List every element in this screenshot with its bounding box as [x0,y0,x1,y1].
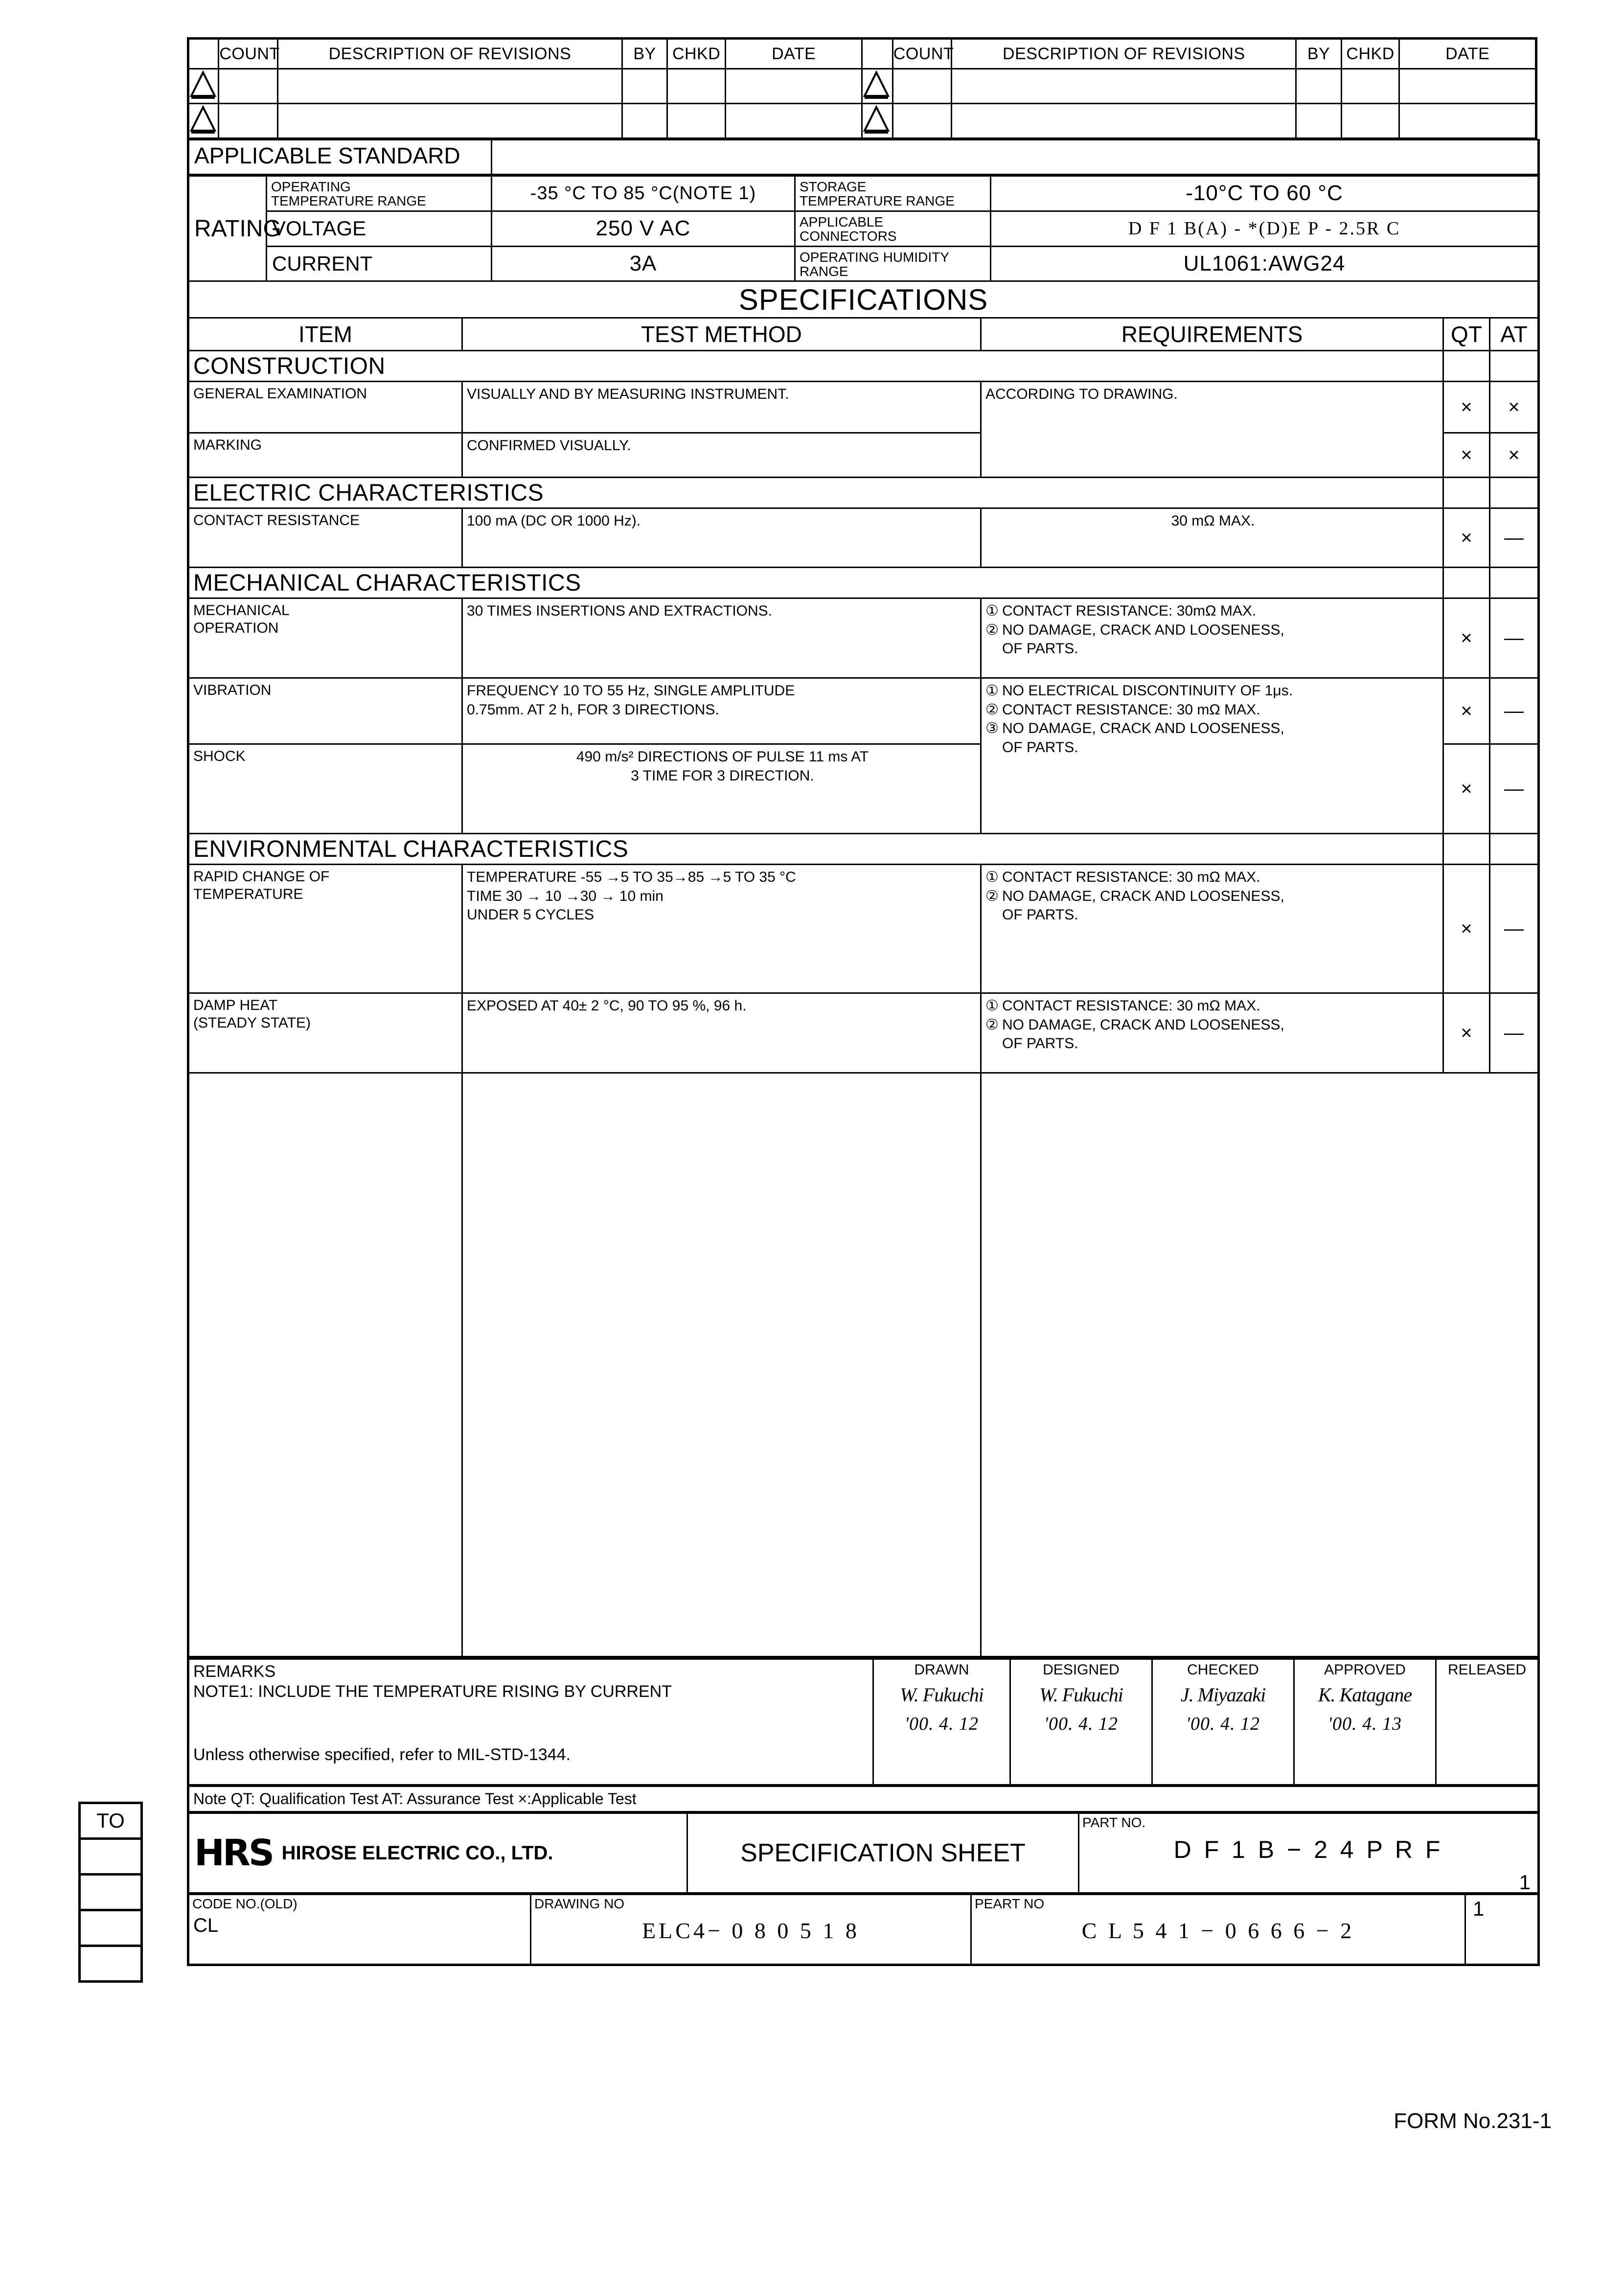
circled-number-2: ② [985,1016,999,1033]
revision-by-cell-2[interactable] [1296,104,1342,138]
method-line: TEMPERATURE -55 →5 TO 35→85 →5 TO 35 °C [467,869,796,886]
signature-name-released [1437,1678,1537,1683]
signature-designed[interactable] [1010,1659,1152,1785]
circled-number-2: ② [985,701,999,718]
operating-humidity-line2: RANGE [800,263,848,279]
revision-description-cell[interactable] [277,104,622,138]
section-at-spacer [1490,834,1539,865]
revision-triangle-marker [188,69,219,104]
note-legend: Note QT: Qualification Test AT: Assurance Test ×:Applicable Test [188,1786,1539,1812]
rating-row-voltage [188,211,1539,246]
requirement-line [985,997,1441,1015]
row-method-general-examination: VISUALLY AND BY MEASURING INSTRUMENT. [462,382,981,433]
to-box-row[interactable] [81,1876,140,1911]
storage-temperature-value: -10°C TO 60 °C [991,176,1539,211]
rating-row-current [188,246,1539,281]
revision-by-cell[interactable] [622,69,667,104]
revision-count-cell[interactable] [219,69,278,104]
revision-triangle-marker [188,104,219,138]
revision-col-count-2: COUNT [892,39,952,69]
item-line: OPERATION [193,619,279,636]
specifications-table [187,282,1540,1658]
sheet-title: SPECIFICATION SHEET [687,1813,1079,1893]
page-current: 1 [1473,1897,1485,1921]
at-mark: — [1490,678,1539,744]
requirement-text: CONTACT RESISTANCE: 30 mΩ MAX. [1002,701,1260,718]
signature-name-designed: W. Fukuchi [1039,1684,1123,1706]
applicable-standard-table [187,139,1540,175]
applicable-standard-label: APPLICABLE STANDARD [188,140,492,175]
row-method-mechanical-operation: 30 TIMES INSERTIONS AND EXTRACTIONS. [462,598,981,678]
item-line: RAPID CHANGE OF [193,869,330,885]
at-mark: — [1490,744,1539,834]
applicable-connectors-label [795,211,991,246]
form-number: FORM No.231-1 [1394,2109,1552,2133]
revision-col-chkd-2: CHKD [1341,39,1399,69]
method-line: 490 m/s² DIRECTIONS OF PULSE 11 ms AT [576,749,869,765]
revision-triangle-marker-2 [862,69,892,104]
title-block-main-row [188,1813,1539,1893]
table-row[interactable] [188,382,1539,433]
circled-number-1: ① [985,683,999,699]
circled-number-2: ② [985,621,999,638]
rating-table [187,175,1540,282]
blank-at-area [1490,1073,1539,1657]
circled-number-1: ① [985,603,999,619]
code-no-label: CODE NO.(OLD) [192,1896,297,1912]
row-method-damp-heat: EXPOSED AT 40± 2 °C, 90 TO 95 %, 96 h. [462,993,981,1073]
revision-col-date: DATE [725,39,862,69]
requirement-line [985,868,1441,887]
revision-count-cell[interactable] [219,104,278,138]
requirement-text: NO DAMAGE, CRACK AND LOOSENESS, [1002,1016,1284,1033]
operating-humidity-label [795,246,991,281]
table-row[interactable] [188,508,1539,568]
peart-no-value: C L 5 4 1 − 0 6 6 6 − 2 [1081,1918,1355,1944]
to-box-row[interactable] [81,1947,140,1980]
item-line: MECHANICAL [193,602,290,619]
section-qt-spacer [1443,568,1490,598]
part-no-value: D F 1 B − 2 4 P R F [1173,1836,1443,1864]
specifications-title-row [188,282,1539,318]
revision-chkd-cell-2[interactable] [1341,69,1399,104]
revision-col-description: DESCRIPTION OF REVISIONS [277,39,622,69]
requirement-line [985,682,1441,700]
code-no-cell [188,1895,531,1965]
rating-row-temperature [188,176,1539,211]
col-header-qt: QT [1443,318,1490,351]
storage-temp-line1: STORAGE [800,179,867,194]
method-line: FREQUENCY 10 TO 55 Hz, SINGLE AMPLITUDE [467,683,795,699]
revision-by-cell[interactable] [622,104,667,138]
row-item-vibration: VIBRATION [188,678,462,744]
row-item-contact-resistance: CONTACT RESISTANCE [188,508,462,568]
code-no-value: CL [193,1915,219,1937]
requirement-text: CONTACT RESISTANCE: 30 mΩ MAX. [1002,869,1260,886]
revision-date-cell[interactable] [725,104,862,138]
revision-col-description-2: DESCRIPTION OF REVISIONS [952,39,1296,69]
signature-name-drawn: W. Fukuchi [900,1684,984,1706]
circled-number-3: ③ [985,720,999,737]
blank-requirements-area [981,1073,1443,1657]
signature-date-drawn: '00. 4. 12 [904,1714,979,1735]
section-header-construction [188,351,1539,382]
applicable-connectors-line1: APPLICABLE [800,214,884,229]
requirement-text: CONTACT RESISTANCE: 30mΩ MAX. [1002,603,1257,619]
revision-triangle-marker-2 [862,104,892,138]
at-mark: — [1490,598,1539,678]
circled-number-1: ① [985,869,999,886]
row-requirements-contact-resistance: 30 mΩ MAX. [981,508,1443,568]
row-item-shock: SHOCK [188,744,462,834]
requirement-text: NO DAMAGE, CRACK AND LOOSENESS, [1002,621,1284,638]
requirement-continuation: OF PARTS. [1002,1035,1078,1052]
row-item-mechanical-operation [188,598,462,678]
circled-number-2: ② [985,888,999,904]
blank-method-area [462,1073,981,1657]
revision-row[interactable] [188,69,1536,104]
requirement-text: NO ELECTRICAL DISCONTINUITY OF 1μs. [1002,683,1293,699]
signature-drawn[interactable] [873,1659,1010,1785]
row-requirements-rapid-change-of-temperature [981,865,1443,993]
revision-description-cell-2[interactable] [952,104,1296,138]
table-row[interactable] [188,865,1539,993]
table-row[interactable] [188,993,1539,1073]
company-name: HIROSE ELECTRIC CO., LTD. [281,1842,553,1864]
peart-no-cell [971,1895,1465,1965]
drawing-number-row [188,1895,1539,1965]
revision-description-cell-2[interactable] [952,69,1296,104]
revision-by-cell-2[interactable] [1296,69,1342,104]
row-method-vibration [462,678,981,744]
requirement-line [985,719,1441,738]
applicable-connectors-value: D F 1 B(A) - *(D)E P - 2.5R C [991,211,1539,246]
at-mark: × [1490,433,1539,478]
section-title-environmental-characteristics: ENVIRONMENTAL CHARACTERISTICS [188,834,1443,865]
row-method-shock [462,744,981,834]
method-line: TIME 30 → 10 →30 → 10 min [467,888,663,904]
row-item-damp-heat [188,993,462,1073]
qt-mark: × [1443,598,1490,678]
remarks-cell [188,1659,873,1785]
remarks-signature-table [187,1658,1540,1786]
revision-chkd-cell-2[interactable] [1341,104,1399,138]
signature-checked[interactable] [1152,1659,1294,1785]
remarks-label: REMARKS [193,1662,276,1681]
section-title-construction: CONSTRUCTION [188,351,1443,382]
method-line: UNDER 5 CYCLES [467,907,595,923]
revision-table [187,37,1537,139]
blank-filler-row [188,1073,1539,1657]
drawing-frame [187,37,1537,1966]
drawing-no-value: ELC4− 0 8 0 5 1 8 [642,1918,860,1944]
section-at-spacer [1490,568,1539,598]
section-qt-spacer [1443,351,1490,382]
row-item-general-examination: GENERAL EXAMINATION [188,382,462,433]
operating-temp-line2: TEMPERATURE RANGE [271,193,426,209]
section-qt-spacer [1443,478,1490,508]
section-header-electric [188,478,1539,508]
to-box-label: TO [81,1804,140,1840]
remarks-mil-note: Unless otherwise specified, refer to MIL-STD-1344. [193,1745,571,1764]
signature-role-approved: APPROVED [1324,1662,1406,1678]
requirement-line [985,887,1441,906]
blank-qt-area [1443,1073,1490,1657]
requirement-text: CONTACT RESISTANCE: 30 mΩ MAX. [1002,998,1260,1014]
requirement-text: NO DAMAGE, CRACK AND LOOSENESS, [1002,720,1284,737]
operating-temperature-label [267,176,492,211]
part-no-cell [1079,1813,1539,1893]
revision-col-by: BY [622,39,667,69]
at-mark: — [1490,993,1539,1073]
to-box-row[interactable] [81,1911,140,1947]
voltage-value: 250 V AC [492,211,795,246]
revision-description-cell[interactable] [277,69,622,104]
remarks-note1: NOTE1: INCLUDE THE TEMPERATURE RISING BY CURRENT [193,1682,672,1701]
to-box-row[interactable] [81,1840,140,1876]
current-label: CURRENT [267,246,492,281]
drawing-no-label: DRAWING NO [534,1896,625,1912]
row-requirements-vibration-shock [981,678,1443,834]
qt-mark: × [1443,508,1490,568]
revision-chkd-cell[interactable] [667,104,726,138]
hirose-logo: HRS [194,1832,273,1875]
signature-released[interactable] [1436,1659,1539,1785]
method-line: 3 TIME FOR 3 DIRECTION. [631,767,814,784]
section-header-environmental [188,834,1539,865]
specifications-title: SPECIFICATIONS [188,282,1539,318]
page-total: 1 [1519,1871,1531,1894]
requirement-text: NO DAMAGE, CRACK AND LOOSENESS, [1002,888,1284,904]
at-mark: — [1490,508,1539,568]
blank-item-area [188,1073,462,1657]
row-method-marking: CONFIRMED VISUALLY. [462,433,981,478]
revision-col-count: COUNT [219,39,278,69]
current-value: 3A [492,246,795,281]
qt-mark: × [1443,433,1490,478]
page-number-cell [1465,1871,1539,1965]
company-cell [188,1813,687,1893]
requirement-continuation: OF PARTS. [1002,739,1078,756]
signature-name-approved: K. Katagane [1318,1684,1412,1706]
signature-role-designed: DESIGNED [1043,1662,1120,1678]
col-header-at: AT [1490,318,1539,351]
col-header-item: ITEM [188,318,462,351]
signature-date-approved: '00. 4. 13 [1327,1714,1402,1735]
at-mark: × [1490,382,1539,433]
requirement-continuation: OF PARTS. [1002,641,1078,657]
revision-col-date-2: DATE [1399,39,1536,69]
item-line: DAMP HEAT [193,997,278,1014]
at-mark: — [1490,865,1539,993]
section-at-spacer [1490,351,1539,382]
col-header-test-method: TEST METHOD [462,318,981,351]
qt-mark: × [1443,382,1490,433]
revision-date-cell-2[interactable] [1399,104,1536,138]
rating-label: RATING [188,176,267,281]
section-header-mechanical [188,568,1539,598]
row-item-rapid-change-of-temperature [188,865,462,993]
requirement-continuation: OF PARTS. [1002,907,1078,923]
specifications-header-row [188,318,1539,351]
item-line: (STEADY STATE) [193,1014,311,1031]
signature-name-checked: J. Miyazaki [1180,1684,1266,1706]
revision-count-cell-2[interactable] [892,104,952,138]
operating-humidity-value: UL1061:AWG24 [991,246,1539,281]
applicable-connectors-line2: CONNECTORS [800,229,897,244]
revision-count-cell-2[interactable] [892,69,952,104]
qt-mark: × [1443,865,1490,993]
revision-date-cell-2[interactable] [1399,69,1536,104]
row-requirements-construction: ACCORDING TO DRAWING. [981,382,1443,478]
col-header-requirements: REQUIREMENTS [981,318,1443,351]
section-at-spacer [1490,478,1539,508]
revision-date-cell[interactable] [725,69,862,104]
operating-temperature-value: -35 °C TO 85 °C(NOTE 1) [492,176,795,211]
section-title-mechanical-characteristics: MECHANICAL CHARACTERISTICS [188,568,1443,598]
method-line: 0.75mm. AT 2 h, FOR 3 DIRECTIONS. [467,701,719,718]
item-line: TEMPERATURE [193,886,303,902]
row-item-marking: MARKING [188,433,462,478]
storage-temp-line2: TEMPERATURE RANGE [800,193,955,209]
applicable-standard-value[interactable] [492,140,1539,175]
storage-temperature-label [795,176,991,211]
revision-chkd-cell[interactable] [667,69,726,104]
requirement-line [985,621,1441,640]
circled-number-1: ① [985,998,999,1014]
signature-role-drawn: DRAWN [914,1662,969,1678]
table-row[interactable] [188,598,1539,678]
section-title-electric-characteristics: ELECTRIC CHARACTERISTICS [188,478,1443,508]
revision-col-chkd: CHKD [667,39,726,69]
qt-mark: × [1443,993,1490,1073]
row-method-rapid-change-of-temperature [462,865,981,993]
revision-row[interactable] [188,104,1536,138]
signature-date-designed: '00. 4. 12 [1044,1714,1119,1735]
table-row[interactable] [188,678,1539,744]
qt-mark: × [1443,678,1490,744]
signature-date-checked: '00. 4. 12 [1186,1714,1260,1735]
row-requirements-damp-heat [981,993,1443,1073]
row-requirements-mechanical-operation [981,598,1443,678]
signature-role-checked: CHECKED [1187,1662,1259,1678]
title-block-table [187,1812,1540,1894]
drawing-no-cell [531,1895,971,1965]
row-method-contact-resistance: 100 mA (DC OR 1000 Hz). [462,508,981,568]
requirement-line [985,602,1441,620]
part-no-label: PART NO. [1082,1815,1146,1831]
to-box [78,1802,143,1983]
voltage-label: VOLTAGE [267,211,492,246]
operating-temp-line1: OPERATING [271,179,351,194]
section-qt-spacer [1443,834,1490,865]
requirement-line [985,1016,1441,1034]
revision-col-by-2: BY [1296,39,1342,69]
revision-header-row [188,39,1536,69]
peart-no-label: PEART NO [975,1896,1045,1912]
qt-mark: × [1443,744,1490,834]
signature-approved[interactable] [1294,1659,1436,1785]
remarks-signature-row [188,1659,1539,1785]
drawing-number-table [187,1871,1540,1966]
signature-role-released: RELEASED [1447,1662,1527,1678]
requirement-line [985,701,1441,719]
note-legend-table [187,1786,1540,1812]
operating-humidity-line1: OPERATING HUMIDITY [800,249,949,265]
